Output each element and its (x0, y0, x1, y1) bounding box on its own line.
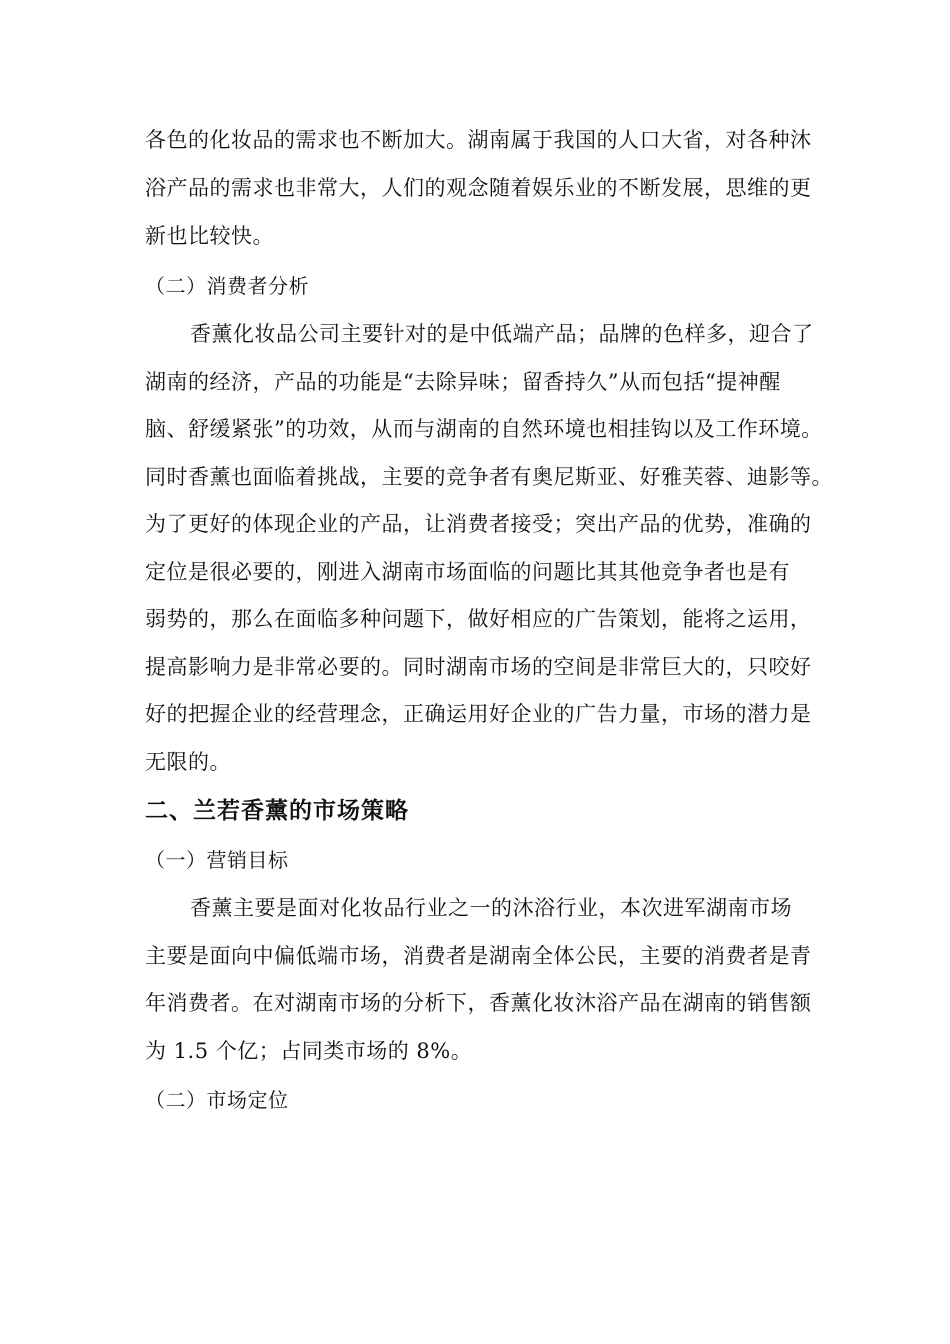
section-heading: 二、兰若香薰的市场策略 (145, 798, 409, 824)
paragraph-line: 定位是很必要的，刚进入湖南市场面临的问题比其其他竞争者也是有 (145, 560, 790, 584)
paragraph-line: 无限的。 (145, 750, 231, 774)
paragraph-line: 湖南的经济，产品的功能是“去除异味；留香持久”从而包括“提神醒 (145, 370, 781, 394)
paragraph-line: 浴产品的需求也非常大，人们的观念随着娱乐业的不断发展，思维的更 (145, 176, 812, 200)
paragraph-line: 香薰化妆品公司主要针对的是中低端产品；品牌的色样多，迎合了 (190, 322, 814, 346)
paragraph-line: 提高影响力是非常必要的。同时湖南市场的空间是非常巨大的，只咬好 (145, 655, 812, 679)
subheading-marketing-target: （一）营销目标 (145, 848, 289, 872)
subheading-consumer-analysis: （二）消费者分析 (145, 274, 309, 298)
paragraph-line: 脑、舒缓紧张”的功效，从而与湖南的自然环境也相挂钩以及工作环境。 (145, 417, 823, 441)
paragraph-line: 同时香薰也面临着挑战，主要的竞争者有奥尼斯亚、好雅芙蓉、迪影等。 (145, 465, 833, 489)
paragraph-line: 新也比较快。 (145, 224, 274, 248)
paragraph-line: 为 1.5 个亿；占同类市场的 8%。 (145, 1039, 473, 1063)
subheading-market-positioning: （二）市场定位 (145, 1088, 289, 1112)
paragraph-line: 好的把握企业的经营理念，正确运用好企业的广告力量，市场的潜力是 (145, 702, 812, 726)
paragraph-line: 主要是面向中偏低端市场，消费者是湖南全体公民，主要的消费者是青 (145, 944, 812, 968)
paragraph-line: 各色的化妆品的需求也不断加大。湖南属于我国的人口大省，对各种沐 (145, 128, 812, 152)
paragraph-line: 香薰主要是面对化妆品行业之一的沐浴行业，本次进军湖南市场 (190, 896, 792, 920)
paragraph-line: 弱势的，那么在面临多种问题下，做好相应的广告策划，能将之运用， (145, 607, 812, 631)
paragraph-line: 年消费者。在对湖南市场的分析下，香薰化妆沐浴产品在湖南的销售额 (145, 991, 812, 1015)
paragraph-line: 为了更好的体现企业的产品，让消费者接受；突出产品的优势，准确的 (145, 512, 812, 536)
